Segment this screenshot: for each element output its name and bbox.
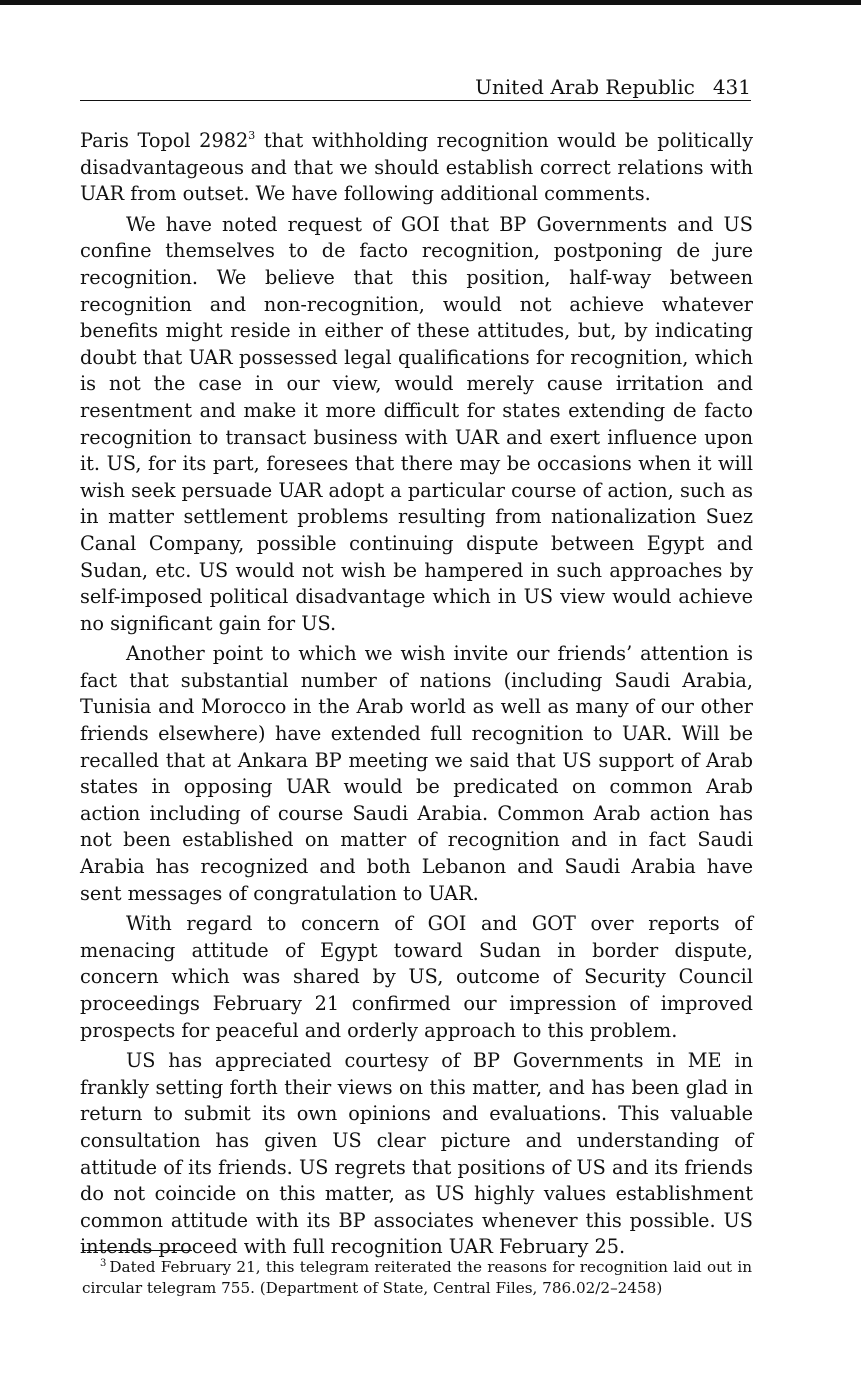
- running-title: United Arab Republic: [475, 75, 695, 99]
- footnote-reference: 3: [248, 129, 256, 142]
- paragraph-3: Another point to which we wish invite our friends’ attention is fact that substantial number of nations (including Saudi Arabia, Tunisia and Morocco in the Arab world as well as many of our other friends elsewhere) have extended full recognition to UAR. Will be recalled that at Ankara BP meeting we said that US support of Arab states in opposing UAR would be predicated on common Arab action including of course Saudi Arabia. Common Arab action has not been established on matter of recognition and in fact Saudi Arabia has recognized and both Lebanon and Saudi Arabia have sent messages of congratulation to UAR.: [80, 642, 753, 905]
- page-number: 431: [712, 75, 751, 99]
- paragraph-1: [80, 128, 753, 208]
- footnote-number: 3: [100, 1258, 107, 1269]
- paragraph-2: We have noted request of GOI that BP Governments and US confine themselves to de facto recognition, postponing de jure recognition. We believe that this position, half-way between recognition and non-recognition, would not achieve whatever benefits might reside in either of these attitudes, but, by indicating doubt that UAR possessed legal qualifications for recognition, which is not the case in our view, would merely cause irritation and resentment and make it more difficult for states extending de facto recognition to transact business with UAR and exert influence upon it. US, for its part, foresees that there may be occasions when it will wish seek persuade UAR adopt a particular course of action, such as in matter settlement problems resulting from nationalization Suez Canal Company, possible continuing dispute between Egypt and Sudan, etc. US would not wish be hampered in such approaches by self-imposed political disadvantage which in US view would achieve no significant gain for US.: [80, 212, 753, 635]
- footnote-divider: [82, 1250, 192, 1251]
- footnote-text: Dated February 21, this telegram reiterated the reasons for recognition laid out in circular telegram 755. (Department of State, Central Files, 786.02/2–2458): [82, 1258, 752, 1297]
- running-header: [80, 74, 751, 101]
- body-text: [80, 128, 753, 1265]
- paragraph-1-rest: that withholding recognition would be politically disadvantageous and that we should establish correct relations with UAR from outset. We have following additional comments.: [80, 129, 753, 206]
- paragraph-1-start: Paris Topol 2982: [80, 129, 249, 152]
- scan-edge: [0, 0, 861, 5]
- footnote: [82, 1257, 752, 1299]
- paragraph-5: US has appreciated courtesy of BP Governments in ME in frankly setting forth their views on this matter, and has been glad in return to submit its own opinions and evaluations. This valuable consultation has given US clear picture and understanding of attitude of its friends. US regrets that positions of US and its friends do not coincide on this matter, as US highly values establishment common attitude with its BP associates whenever this possible. US intends proceed with full recognition UAR February 25.: [80, 1049, 753, 1259]
- paragraph-4: With regard to concern of GOI and GOT over reports of menacing attitude of Egypt toward Sudan in border dispute, concern which was shared by US, outcome of Security Council proceedings February 21 confirmed our impression of improved prospects for peaceful and orderly approach to this problem.: [80, 912, 753, 1042]
